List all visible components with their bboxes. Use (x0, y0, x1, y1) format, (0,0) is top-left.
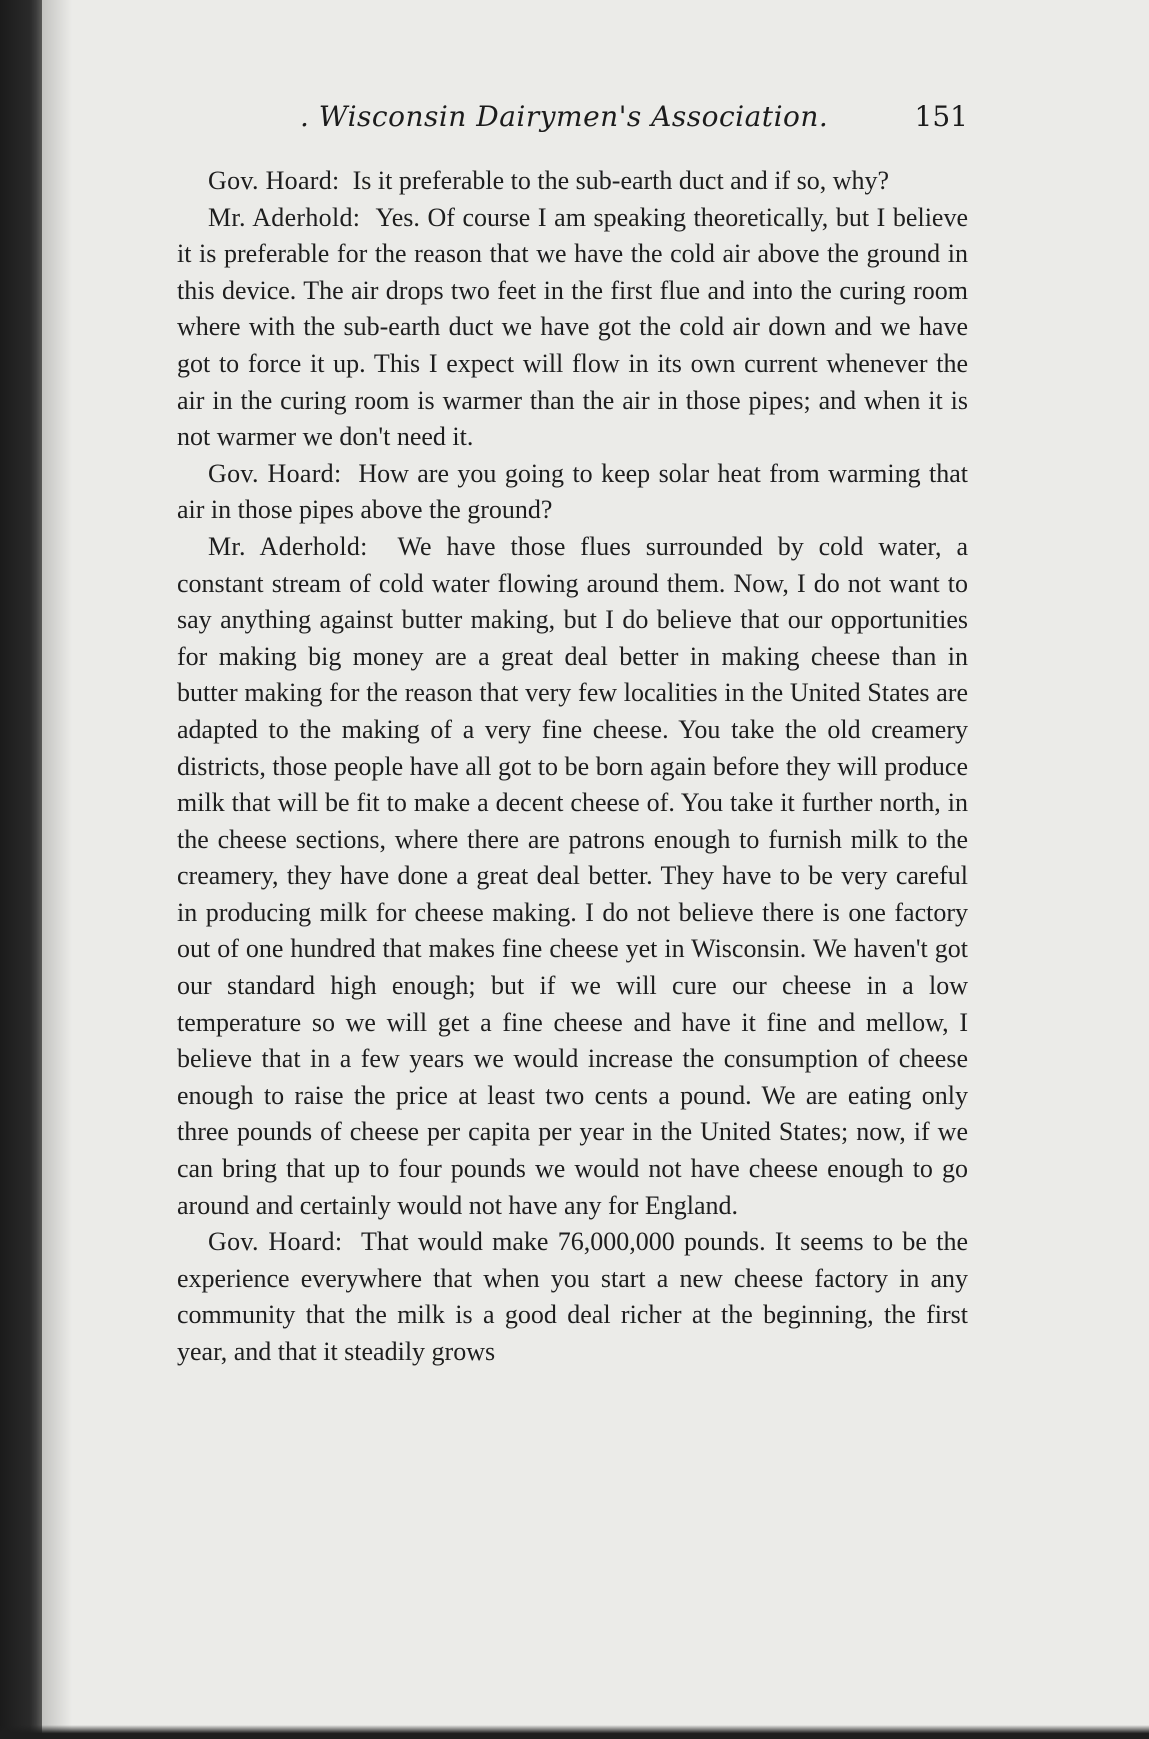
running-title: . Wisconsin Dairymen's Association. (300, 100, 829, 133)
page-bottom-edge (0, 1725, 1149, 1739)
paragraph (177, 200, 968, 456)
speaker-name: Mr. Aderhold: (208, 202, 361, 232)
paragraph (177, 1224, 968, 1370)
paragraph-text: That would make 76,000,000 pounds. It seems to be the experience everywhere that when you start a new cheese factory in any community that the milk is a good deal richer at the beginning, the first year, and that it steadily grows (177, 1227, 968, 1366)
page-header (300, 100, 968, 140)
speaker-name: Gov. Hoard: (208, 1227, 343, 1257)
book-spine (0, 0, 42, 1739)
speaker-name: Gov. Hoard: (208, 166, 340, 195)
paragraph-text: Yes. Of course I am speaking theoretically, but I believe it is preferable for the reason that we have the cold air above the ground in this device. The air drops two feet in the first flue and into the curing room where with the sub-earth duct we have got the cold air down and we have got to force it up. This I expect will flow in its own current whenever the air in the curing room is warmer than the air in those pipes; and when it is not warmer we don't need it. (177, 202, 968, 452)
speaker-name: Gov. Hoard: (208, 458, 342, 488)
paragraph (177, 456, 968, 529)
paragraph-text: Is it preferable to the sub-earth duct and if so, why? (352, 166, 890, 195)
page-number: 151 (914, 100, 968, 133)
paragraph-text: We have those flues surrounded by cold water, a constant stream of cold water flowing around them. Now, I do not want to say anything against butter making, but I do believe that our opportunities for making big money are a great deal better in making cheese than in butter making for the reason that very few localities in the United States are adapted to the making of a very fine cheese. You take the old creamery districts, those people have all got to be born again before they will produce milk that will be fit to make a decent cheese of. You take it further north, in the cheese sections, where there are patrons enough to furnish milk to the creamery, they have done a great deal better. They have to be very careful in producing milk for cheese making. I do not believe there is one factory out of one hundred that makes fine cheese yet in Wisconsin. We haven't got our standard high enough; but if we will cure our cheese in a low temperature so we will get a fine cheese and have it fine and mellow, I believe that in a few years we would increase the consumption of cheese enough to raise the price at least two cents a pound. We are eating only three pounds of cheese per capita per year in the United States; now, if we can bring that up to four pounds we would not have cheese enough to go around and certainly would not have any for England. (177, 531, 968, 1220)
paragraph-text: How are you going to keep solar heat from warming that air in those pipes above the ground? (177, 458, 968, 525)
body-text (177, 163, 968, 1371)
speaker-name: Mr. Aderhold: (208, 531, 368, 561)
paragraph (177, 529, 968, 1224)
paragraph (177, 163, 968, 200)
spine-shadow (42, 0, 72, 1739)
